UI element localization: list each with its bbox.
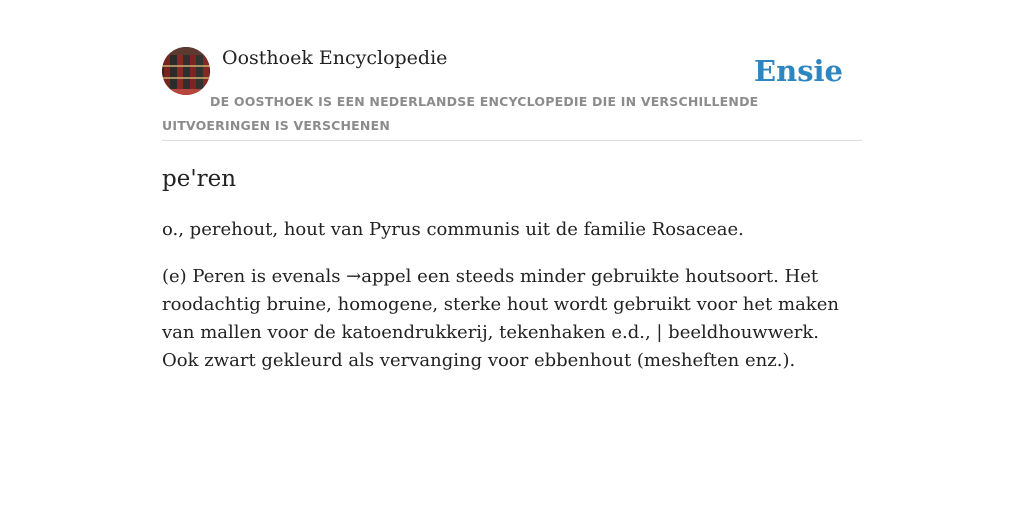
entry-paragraph: o., perehout, hout van Pyrus communis uit de familie Rosaceae. — [162, 219, 744, 240]
entry-title: pe'ren — [162, 166, 237, 192]
site-tagline: DE OOSTHOEK IS EEN NEDERLANDSE ENCYCLOPEDIE DIE IN VERSCHILLENDE UITVOERINGEN IS VERSCHENEN — [162, 94, 759, 133]
entry-paragraph: (e) Peren is evenals →appel een steeds minder gebruikte houtsoort. Het roodachtig bruine, homogene, sterke hout wordt gebruikt voor het maken van mallen voor de katoendrukkerij, tekenhaken e.d., | beeldhouwwerk. Ook zwart gekleurd als vervanging voor ebbenhout (mesheften enz.). — [162, 266, 839, 371]
brand-logo-link[interactable]: Ensie — [754, 54, 843, 88]
site-header — [162, 46, 862, 141]
encyclopedia-books-icon — [162, 47, 210, 95]
site-name[interactable]: Oosthoek Encyclopedie — [222, 47, 448, 69]
